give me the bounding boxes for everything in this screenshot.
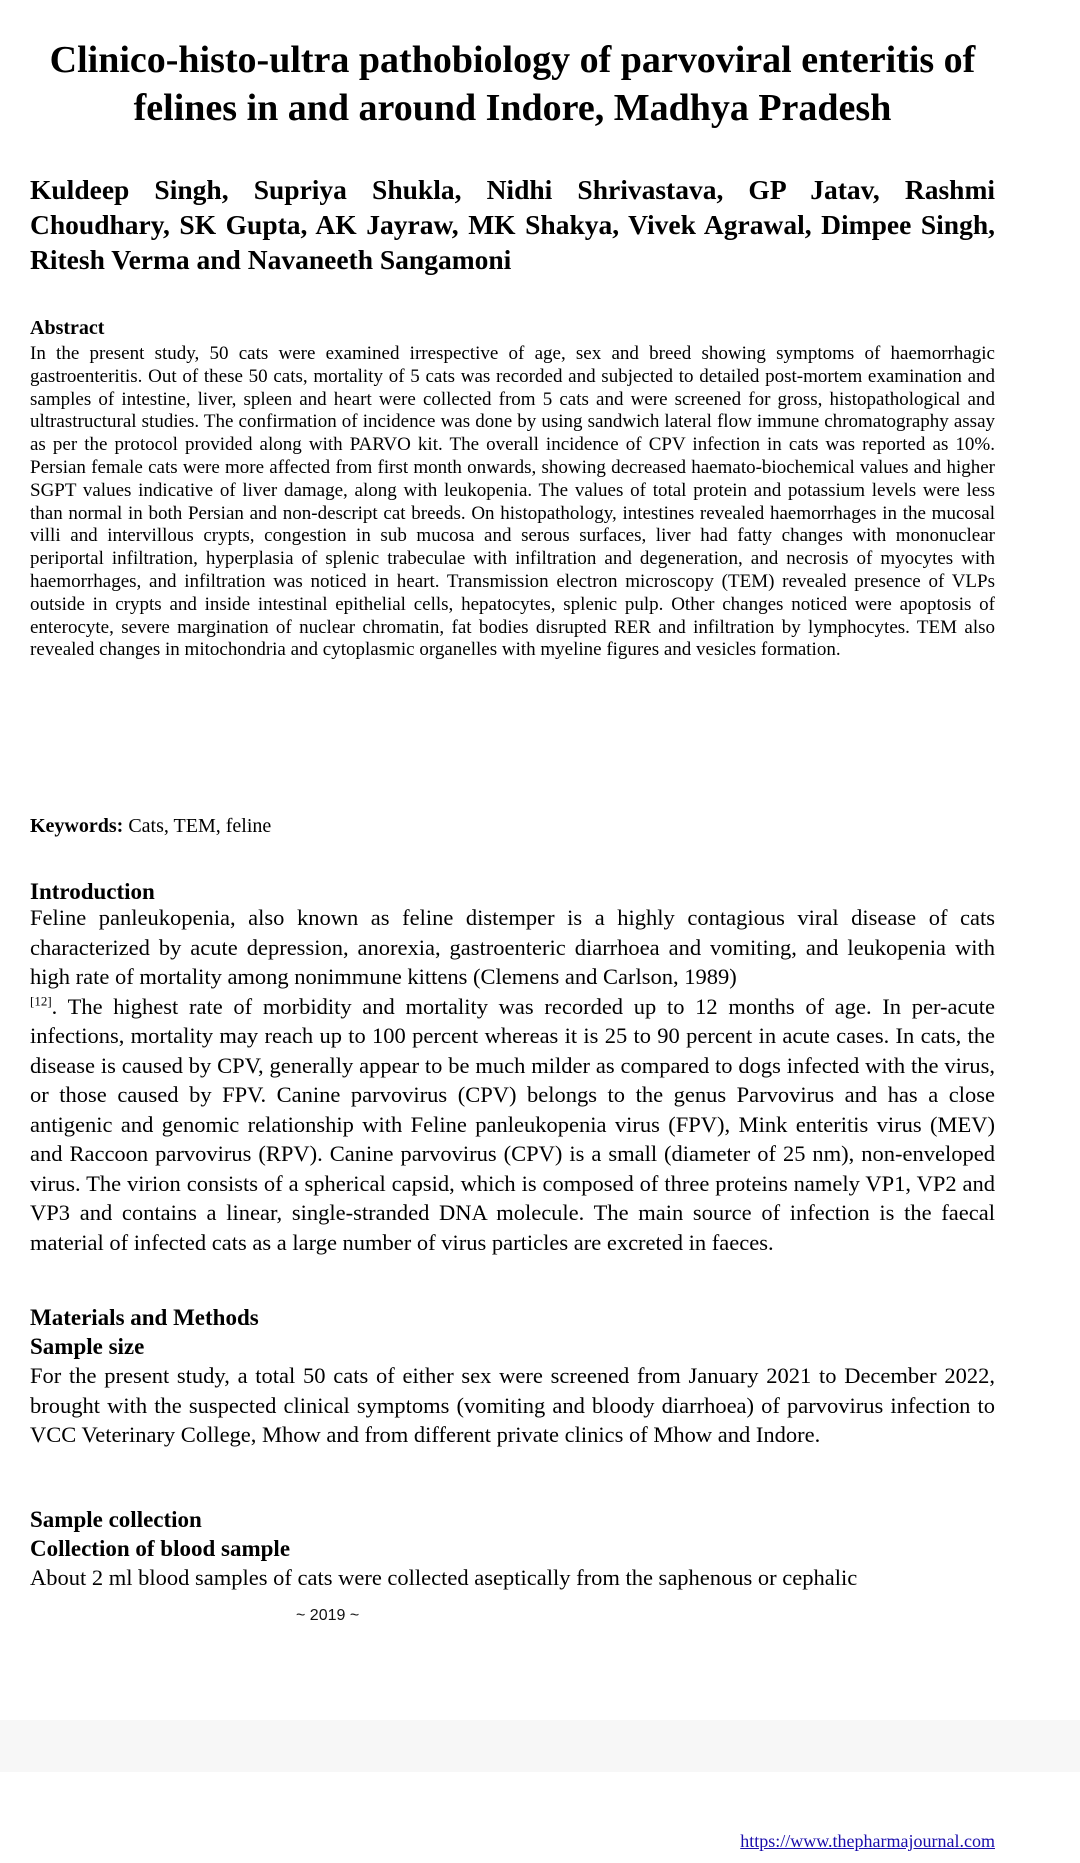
page-gap (0, 1720, 1080, 1772)
sample-size-text: For the present study, a total 50 cats of either sex were screened from January 2021 to December 2022, brought with the suspected clinical symptoms (vomiting and bloody diarrhoea) of parvovirus infection to VCC Veterinary College, Mhow and from different private clinics of Mhow and Indore. (30, 1363, 995, 1447)
keywords-line (30, 814, 271, 838)
sample-collection-heading: Sample collection (30, 1507, 202, 1532)
paper-title: Clinico-histo-ultra pathobiology of parvoviral enteritis of felines in and around Indore, Madhya Pradesh (49, 39, 976, 129)
introduction-text (30, 903, 995, 1257)
blood-sample-heading: Collection of blood sample (30, 1536, 291, 1561)
introduction-text-part1: Feline panleukopenia, also known as feline distemper is a highly contagious viral disease of cats characterized by acute depression, anorexia, gastroenteric diarrhoea and vomiting, and leukopenia with high rate of mortality among nonimmune kittens (Clemens and Carlson, 1989) (30, 905, 995, 989)
keywords-label: Keywords: (30, 815, 124, 837)
journal-url-link[interactable]: https://www.thepharmajournal.com (740, 1831, 995, 1851)
abstract-heading: Abstract (30, 317, 105, 339)
abstract-text: In the present study, 50 cats were examined irrespective of age, sex and breed showing symptoms of haemorrhagic gastroenteritis. Out of these 50 cats, mortality of 5 cats was recorded and subjected to detailed post-mortem examination and samples of intestine, liver, spleen and heart were collected from 5 cats and were screened for gross, histopathological and ultrastructural studies. The confirmation of incidence was done by using sandwich lateral flow immune chromatography assay as per the protocol provided along with PARVO kit. The overall incidence of CPV infection in cats was reported as 10%. Persian female cats were more affected from first month onwards, showing decreased haemato-biochemical values and higher SGPT values indicative of liver damage, along with leukopenia. The values of total protein and potassium levels were less than normal in both Persian and non-descript cat breeds. On histopathology, intestines revealed haemorrhages in the mucosal villi and intervillous crypts, congestion in sub mucosa and serous surfaces, liver had fatty changes with mononuclear periportal infiltration, hyperplasia of splenic trabeculae with infiltration and degeneration, and necrosis of myocytes with haemorrhages, and infiltration was noticed in heart. Transmission electron microscopy (TEM) revealed presence of VLPs outside in crypts and inside intestinal epithelial cells, hepatocytes, splenic pulp. Other changes noticed were apoptosis of enterocyte, severe margination of nuclear chromatin, fat bodies disrupted RER and infiltration by lymphocytes. TEM also revealed changes in mitochondria and cytoplasmic organelles with myeline figures and vesicles formation. (30, 343, 995, 661)
author-list: Kuldeep Singh, Supriya Shukla, Nidhi Shrivastava, GP Jatav, Rashmi Choudhary, SK Gupta, AK Jayraw, MK Shakya, Vivek Agrawal, Dimpee Singh, Ritesh Verma and Navaneeth Sangamoni (30, 174, 995, 275)
page-number: ~ 2019 ~ (296, 1607, 360, 1624)
keywords-list: Cats, TEM, feline (128, 815, 272, 837)
citation-ref: [12] (30, 993, 52, 1008)
blood-sample-text: About 2 ml blood samples of cats were collected aseptically from the saphenous or cephalic (30, 1565, 858, 1590)
introduction-heading: Introduction (30, 879, 155, 904)
methods-heading: Materials and Methods (30, 1305, 259, 1330)
introduction-text-part2: . The highest rate of morbidity and mortality was recorded up to 12 months of age. In per-acute infections, mortality may reach up to 100 percent whereas it is 25 to 90 percent in acute cases. In cats, the disease is caused by CPV, generally appear to be much milder as compared to dogs infected with the virus, or those caused by FPV. Canine parvovirus (CPV) belongs to the genus Parvovirus and has a close antigenic and genomic relationship with Feline panleukopenia virus (FPV), Mink enteritis virus (MEV) and Raccoon parvovirus (RPV). Canine parvovirus (CPV) is a small (diameter of 25 nm), non-enveloped virus. The virion consists of a spherical capsid, which is composed of three proteins namely VP1, VP2 and VP3 and contains a linear, single-stranded DNA molecule. The main source of infection is the faecal material of infected cats as a large number of virus particles are excreted in faeces. (30, 993, 995, 1255)
sample-size-heading: Sample size (30, 1334, 145, 1359)
